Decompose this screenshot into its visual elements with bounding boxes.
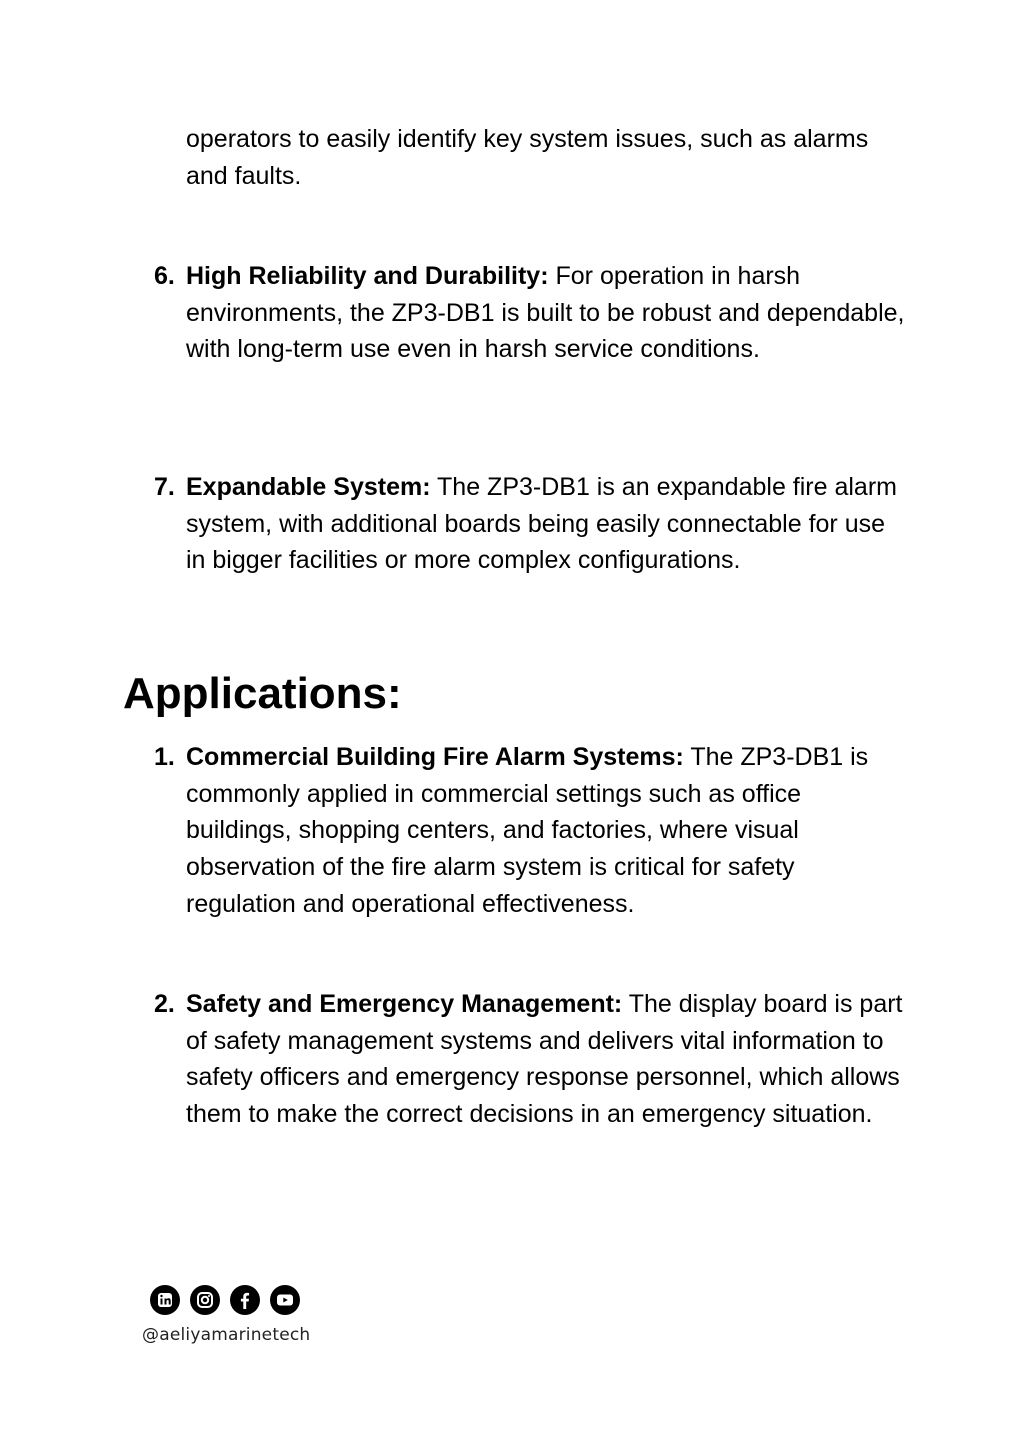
social-handle: @aeliyamarinetech [142, 1325, 311, 1345]
application-item [154, 739, 906, 923]
feature-item [154, 469, 906, 579]
application-item [154, 986, 906, 1133]
application-text: The ZP3-DB1 is commonly applied in commercial settings such as office buildings, shopping centers, and factories, where visual observation of the fire alarm system is critical for safety regulation and operational effectiveness. [186, 743, 869, 918]
list-number: 1. [154, 743, 175, 771]
youtube-icon[interactable] [270, 1285, 300, 1315]
instagram-icon[interactable] [190, 1285, 220, 1315]
facebook-icon[interactable] [230, 1285, 260, 1315]
social-footer [142, 1285, 310, 1345]
social-icons [142, 1285, 310, 1315]
feature-title: High Reliability and Durability: [186, 262, 549, 290]
application-text: The display board is part of safety management systems and delivers vital information to safety officers and emergency response personnel, which allows them to make the correct decisions in an emergency situation. [186, 990, 903, 1129]
applications-heading: Applications: [123, 669, 402, 718]
application-title: Safety and Emergency Management: [186, 990, 623, 1018]
list-number: 6. [154, 262, 175, 290]
list-number: 2. [154, 990, 175, 1018]
application-title: Commercial Building Fire Alarm Systems: [186, 743, 684, 771]
feature-text: For operation in harsh environments, the ZP3-DB1 is built to be robust and dependable, with long-term use even in harsh service conditions. [186, 262, 905, 364]
feature-text: The ZP3-DB1 is an expandable fire alarm system, with additional boards being easily connectable for use in bigger facilities or more complex configurations. [186, 473, 897, 575]
linkedin-icon[interactable] [150, 1285, 180, 1315]
feature-title: Expandable System: [186, 473, 431, 501]
list-number: 7. [154, 473, 175, 501]
feature-item [154, 258, 906, 368]
continuation-paragraph: operators to easily identify key system issues, such as alarms and faults. [186, 125, 869, 190]
